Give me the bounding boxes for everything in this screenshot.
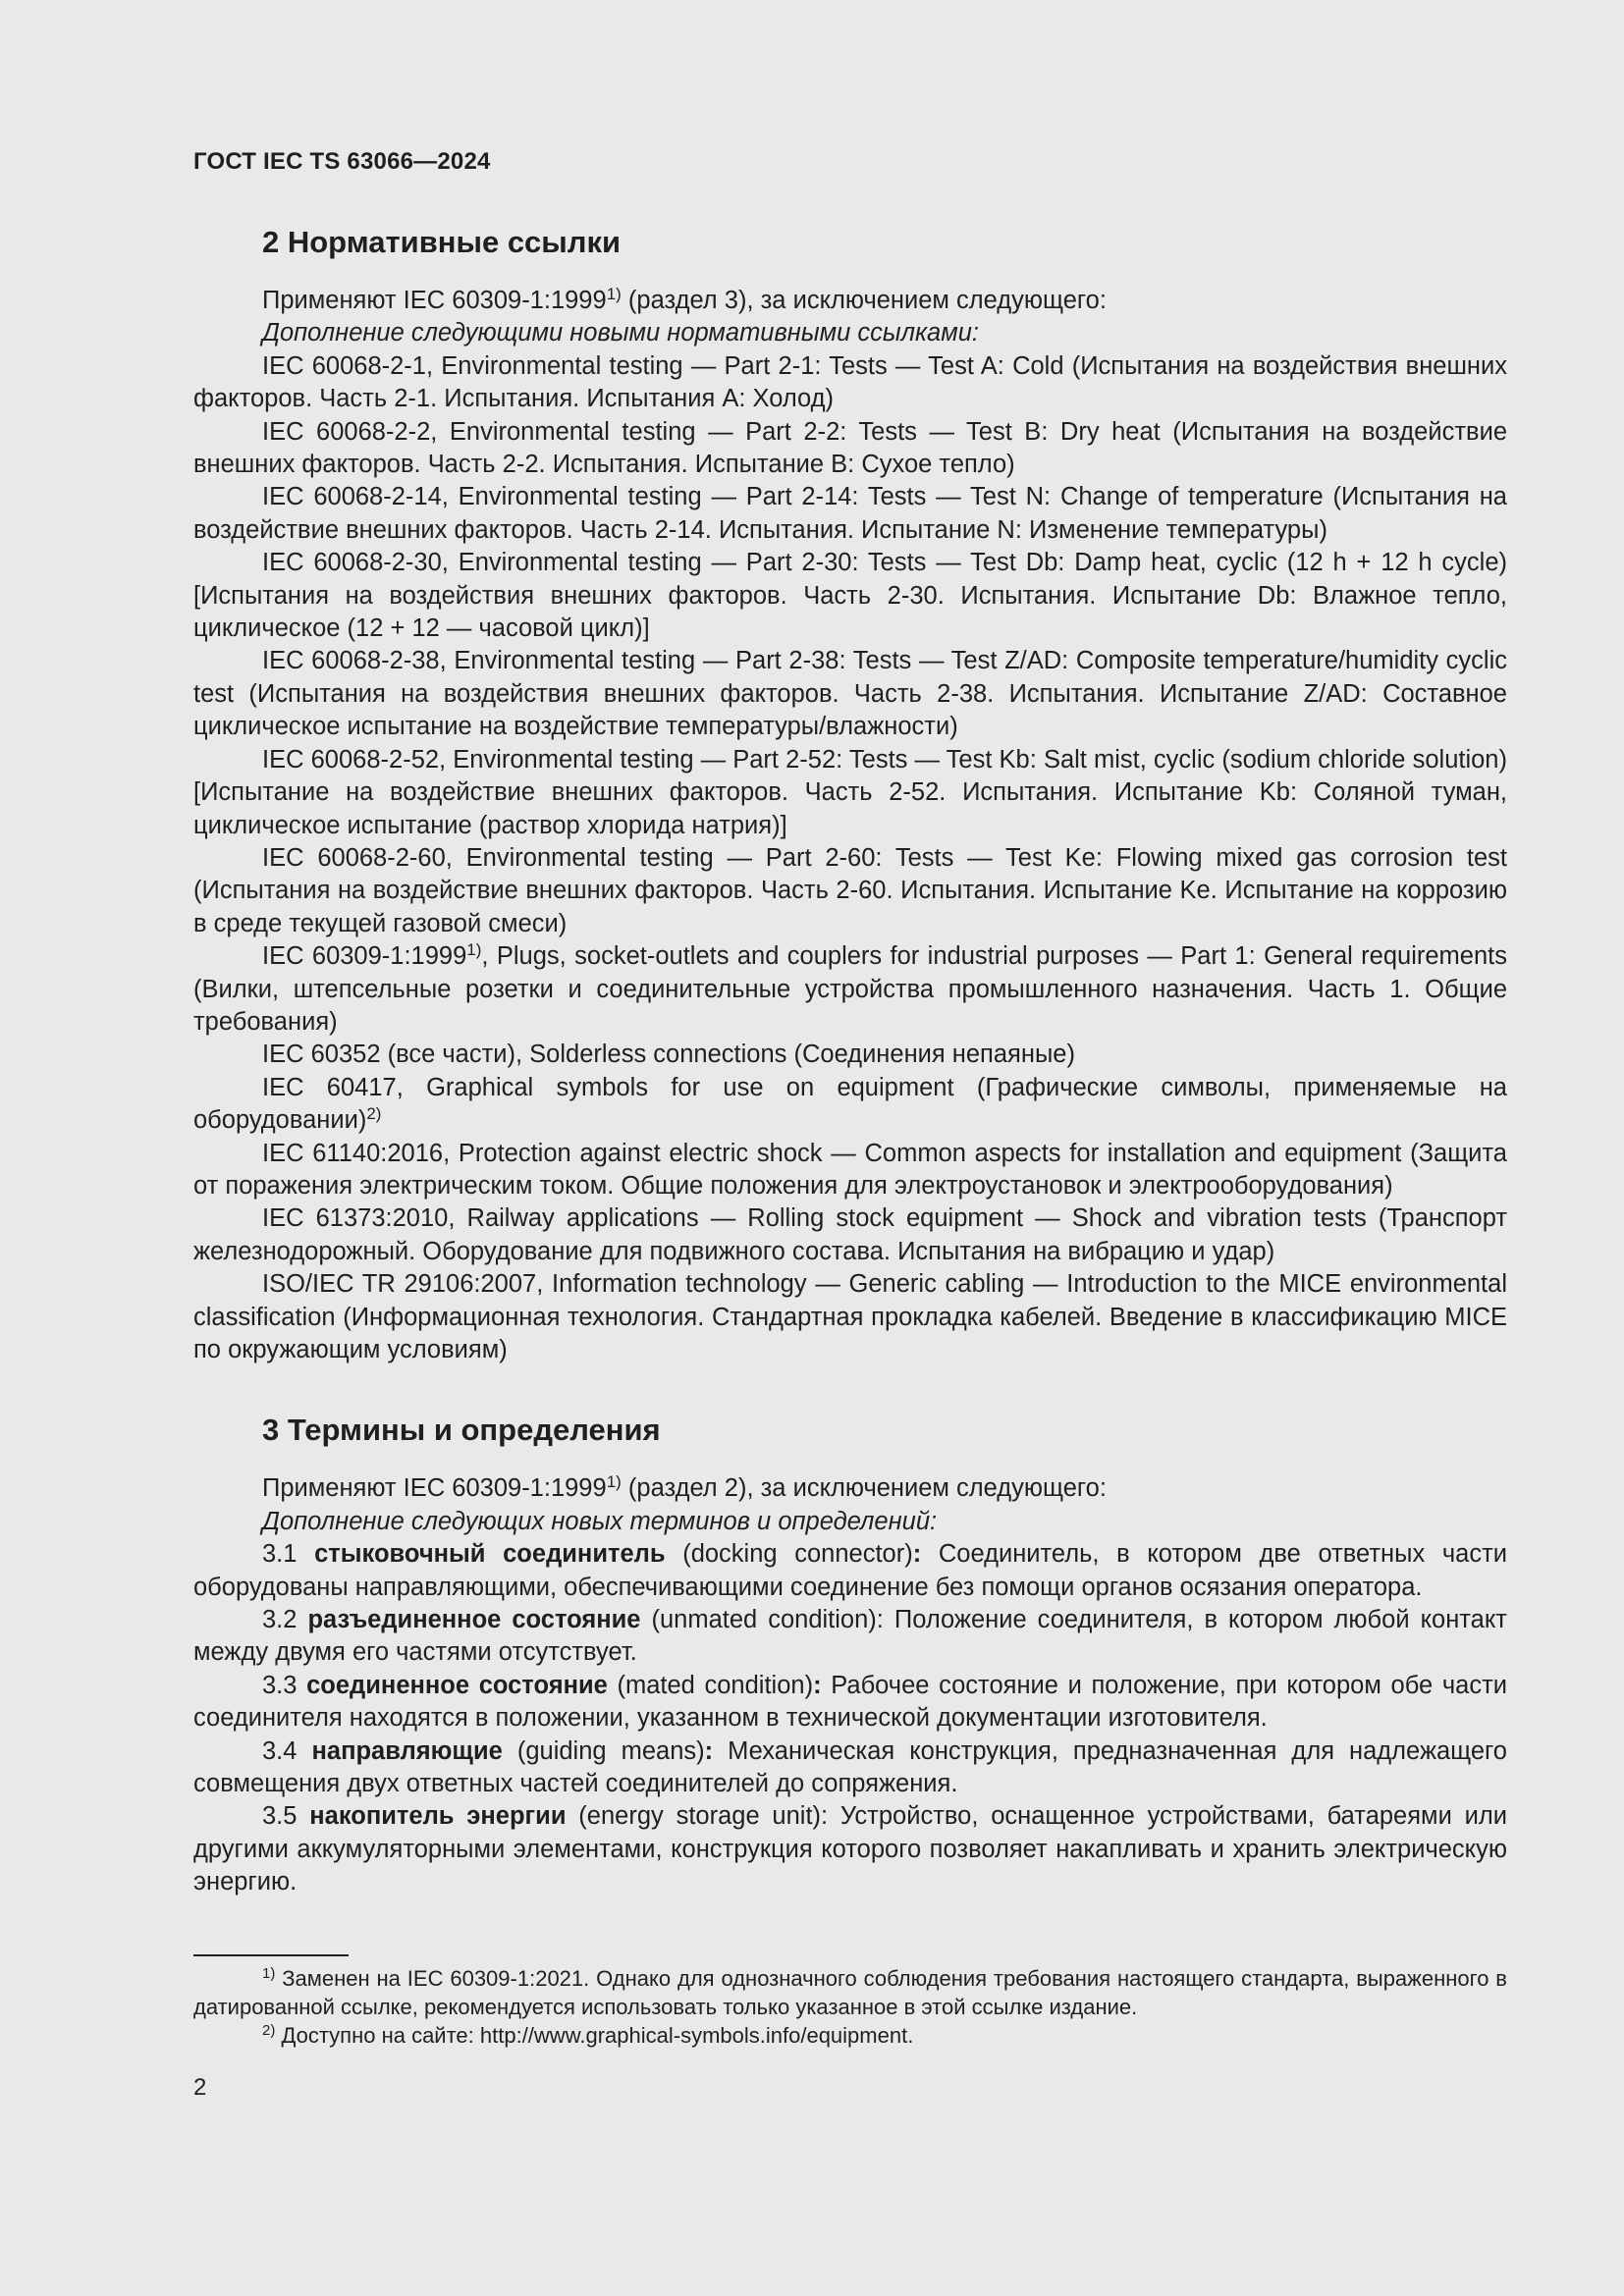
term-number: 3.3	[262, 1671, 307, 1699]
reference-60417-text: IEC 60417, Graphical symbols for use on equipment (Графические символы, применяемые на оборудовании)	[193, 1073, 1507, 1135]
section-3-heading: 3 Термины и определения	[262, 1413, 661, 1448]
footnote-2	[193, 2021, 1507, 2050]
term-colon: :	[704, 1736, 714, 1765]
footnote-ref-1: 1)	[466, 940, 482, 960]
reference-item: IEC 60068-2-1, Environmental testing — Part 2-1: Tests — Test A: Cold (Испытания на воздействия внешних факторов. Часть 2-1. Испытания. Испытания А: Холод)	[193, 351, 1507, 413]
term-number: 3.5	[262, 1802, 310, 1831]
footnote-mark: 1)	[262, 1965, 276, 1982]
term-number: 3.4	[262, 1736, 312, 1765]
term-definition	[193, 1604, 1507, 1670]
term-name: направляющие	[311, 1736, 503, 1765]
reference-item-61373: IEC 61373:2010, Railway applications — Rolling stock equipment — Shock and vibration tests (Транспорт железнодорожный. Оборудование для подвижного состава. Испытания на вибрацию и удар)	[193, 1204, 1507, 1265]
section-3-intro-rest: (раздел 2), за исключением следующего:	[621, 1474, 1107, 1503]
section-2-intro-text: Применяют IEC 60309-1:1999	[262, 287, 607, 314]
term-text: Соединитель, в котором две ответных части оборудованы направляющими, обеспечивающими соединение без помощи органов осязания оператора.	[193, 1540, 1507, 1601]
section-3-addition: Дополнение следующих новых терминов и определений:	[262, 1507, 938, 1535]
term-text: Рабочее состояние и положение, при котором обе части соединителя находятся в положении, указанном в технической документации изготовителя.	[193, 1671, 1507, 1733]
reference-item: IEC 60068-2-14, Environmental testing — Part 2-14: Tests — Test N: Change of temperature (Испытания на воздействие внешних факторов. Часть 2-14. Испытания. Испытание N: Изменение температуры)	[193, 483, 1507, 544]
term-name: стыковочный соединитель	[314, 1540, 666, 1569]
document-body	[193, 222, 1507, 1899]
reference-item: IEC 60068-2-52, Environmental testing — Part 2-52: Tests — Test Kb: Salt mist, cyclic (sodium chloride solution) [Испытание на воздействие внешних факторов. Часть 2-52. Испытания. Испытание Kb: Соляной туман, циклическое испытание (раствор хлорида натрия)]	[193, 745, 1507, 839]
reference-item: IEC 60068-2-2, Environmental testing — Part 2-2: Tests — Test B: Dry heat (Испытания на воздействие внешних факторов. Часть 2-2. Испытания. Испытание B: Сухое тепло)	[193, 417, 1507, 479]
term-colon: :	[821, 1802, 829, 1831]
term-name: разъединенное состояние	[307, 1606, 641, 1634]
term-english: (mated condition)	[607, 1671, 814, 1699]
term-colon: :	[876, 1606, 884, 1634]
footnote-ref-1: 1)	[606, 285, 622, 303]
section-2-addition: Дополнение следующими новыми нормативными ссылками:	[262, 319, 979, 347]
footnote-ref-1: 1)	[606, 1472, 622, 1492]
section-3-intro-text: Применяют IEC 60309-1:1999	[262, 1474, 607, 1503]
footnote-text: Заменен на IEC 60309-1:2021. Однако для однозначного соблюдения требования настоящего стандарта, выраженного в датированной ссылке, рекомендуется использовать только указанное в этой ссылке издание.	[193, 1966, 1507, 2019]
section-2-intro	[193, 285, 1507, 317]
term-name: соединенное состояние	[306, 1671, 608, 1699]
term-definition	[193, 1670, 1507, 1735]
term-definition	[193, 1800, 1507, 1898]
term-english: (docking connector)	[665, 1540, 913, 1569]
term-name: накопитель энергии	[309, 1802, 567, 1831]
term-colon: :	[912, 1540, 922, 1569]
term-english: (energy storage unit)	[566, 1802, 822, 1831]
section-2-intro-rest: (раздел 3), за исключением следующего:	[621, 287, 1107, 314]
term-definition	[193, 1538, 1507, 1604]
page-number: 2	[193, 2074, 207, 2101]
term-number: 3.2	[262, 1606, 308, 1634]
term-text: Механическая конструкция, предназначенная для надлежащего совмещения двух ответных частей соединителей до сопряжения.	[193, 1736, 1507, 1798]
footnote-1	[193, 1964, 1507, 2021]
reference-item-61140: IEC 61140:2016, Protection against electric shock — Common aspects for installation and equipment (Защита от поражения электрическим током. Общие положения для электроустановок и электрооборудования)	[193, 1139, 1507, 1200]
reference-item-60352: IEC 60352 (все части), Solderless connections (Соединения непаяные)	[262, 1041, 1075, 1069]
reference-item-29106: ISO/IEC TR 29106:2007, Information technology — Generic cabling — Introduction to the MICE environmental classification (Информационная технология. Стандартная прокладка кабелей. Введение в классификацию MICE по окружающим условиям)	[193, 1270, 1507, 1363]
term-text: Устройство, оснащенное устройствами, батареями или другими аккумуляторными элементами, конструкция которого позволяет накапливать и хранить электрическую энергию.	[193, 1802, 1507, 1896]
term-colon: :	[813, 1671, 822, 1699]
footnote-mark: 2)	[262, 2022, 276, 2039]
footnote-separator	[193, 1954, 349, 1956]
term-number: 3.1	[262, 1540, 315, 1569]
term-english: (unmated condition)	[640, 1606, 877, 1634]
section-3-intro	[193, 1472, 1507, 1505]
footnote-ref-2: 2)	[366, 1104, 382, 1124]
reference-item: IEC 60068-2-30, Environmental testing — Part 2-30: Tests — Test Db: Damp heat, cyclic (12 h + 12 h cycle) [Испытания на воздействия внешних факторов. Часть 2-30. Испытания. Испытание Db: Влажное тепло, циклическое (12 + 12 — часовой цикл)]	[193, 549, 1507, 643]
reference-60309-code: IEC 60309-1:1999	[262, 942, 467, 971]
footnotes	[193, 1954, 1507, 2050]
reference-item: IEC 60068-2-38, Environmental testing — Part 2-38: Tests — Test Z/AD: Composite temperature/humidity cyclic test (Испытания на воздействия внешних факторов. Часть 2-38. Испытания. Испытание Z/AD: Составное циклическое испытание на воздействие температуры/влажности)	[193, 647, 1507, 741]
footnote-text: Доступно на сайте: http://www.graphical-symbols.info/equipment.	[275, 2023, 914, 2048]
section-2-heading: 2 Нормативные ссылки	[262, 225, 622, 259]
reference-item: IEC 60068-2-60, Environmental testing — Part 2-60: Tests — Test Ke: Flowing mixed gas corrosion test (Испытания на воздействие внешних факторов. Часть 2-60. Испытания. Испытание Ke. Испытание на коррозию в среде текущей газовой смеси)	[193, 843, 1507, 937]
reference-item-60417	[193, 1072, 1507, 1138]
term-text: Положение соединителя, в котором любой контакт между двумя его частями отсутствует.	[193, 1606, 1507, 1667]
reference-item-60309	[193, 940, 1507, 1039]
reference-60309-text: , Plugs, socket-outlets and couplers for industrial purposes — Part 1: General requirements (Вилки, штепсельные розетки и соединительные устройства промышленного назначения. Часть 1. Общие требования)	[193, 942, 1507, 1036]
term-definition	[193, 1735, 1507, 1801]
term-english: (guiding means)	[502, 1736, 705, 1765]
document-id-header: ГОСТ IEC TS 63066—2024	[193, 148, 491, 175]
